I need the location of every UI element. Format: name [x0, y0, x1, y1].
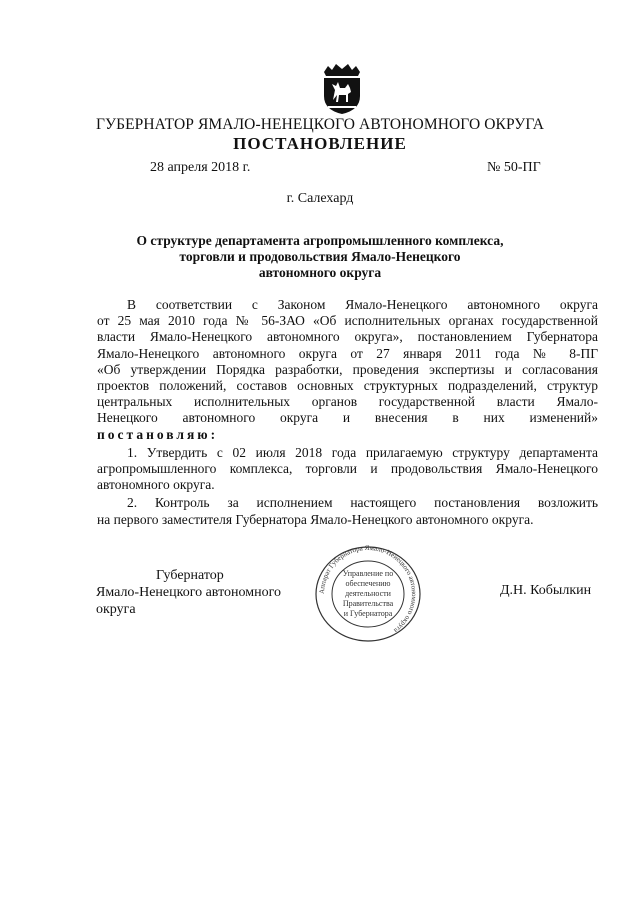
signatory-title	[96, 567, 316, 618]
stamp-inner-line: Правительства	[342, 599, 394, 608]
document-date: 28 апреля 2018 г.	[150, 160, 251, 175]
item-line: на первого заместителя Губернатора Ямало-Ненецкого автономного округа.	[97, 511, 534, 527]
document-number: № 50-ПГ	[487, 160, 541, 175]
preamble-line: Ненецкого автономного округа и внесения в них изменений»	[97, 410, 598, 426]
signatory-name: Д.Н. Кобылкин	[500, 583, 592, 598]
stamp-inner-line: деятельности	[345, 589, 391, 598]
signatory-title-line: Губернатор	[156, 568, 224, 583]
list-item	[97, 445, 598, 494]
official-stamp	[313, 544, 423, 644]
subject-line: О структуре департамента агропромышленного комплекса,	[136, 233, 504, 248]
decree-word: постановляю:	[97, 426, 219, 442]
document-city: г. Салехард	[286, 191, 354, 206]
preamble-line: В соответствии с Законом Ямало-Ненецкого автономного округа	[127, 297, 598, 312]
subject-line: автономного округа	[258, 265, 382, 280]
item-line: агропромышленного комплекса, торговли и продовольствия Ямало-Ненецкого	[97, 461, 598, 477]
preamble-line: от 25 мая 2010 года № 56-ЗАО «Об исполнительных органах государственной	[97, 313, 598, 329]
preamble-line: власти Ямало-Ненецкого автономного округа», постановлением Губернатора	[97, 329, 598, 345]
item-line: 1. Утвердить с 02 июля 2018 года прилагаемую структуру департамента	[127, 444, 598, 460]
organization-title: ГУБЕРНАТОР ЯМАЛО-НЕНЕЦКОГО АВТОНОМНОГО ОКРУГА	[95, 116, 545, 133]
document-body	[97, 297, 598, 528]
coat-of-arms-icon	[318, 62, 366, 116]
subject-line: торговли и продовольствия Ямало-Ненецкого	[179, 249, 461, 264]
list-item	[97, 495, 598, 527]
preamble-line: проектов положений, составов основных структурных подразделений, структур	[97, 378, 598, 394]
stamp-inner-line: Управление по	[342, 569, 394, 578]
preamble-line: Ямало-Ненецкого автономного округа от 27 января 2011 года № 8-ПГ	[97, 345, 598, 361]
stamp-inner-line: обеспечению	[345, 579, 391, 588]
document-subject	[90, 233, 550, 281]
preamble-line: центральных исполнительных органов государственной власти Ямало-	[97, 394, 598, 410]
stamp-inner-line: и Губернатора	[343, 609, 393, 618]
stamp-outer-text: Аппарат Губернатора Ямало-Ненецкого автономного округа	[317, 544, 419, 635]
signatory-title-line: Ямало-Ненецкого автономного округа	[96, 585, 281, 617]
item-line: 2. Контроль за исполнением настоящего постановления возложить	[127, 495, 598, 511]
document-type: ПОСТАНОВЛЕНИЕ	[233, 134, 407, 153]
item-line: автономного округа.	[97, 477, 215, 493]
preamble-line: «Об утверждении Порядка разработки, проведения экспертизы и согласования	[97, 361, 598, 377]
